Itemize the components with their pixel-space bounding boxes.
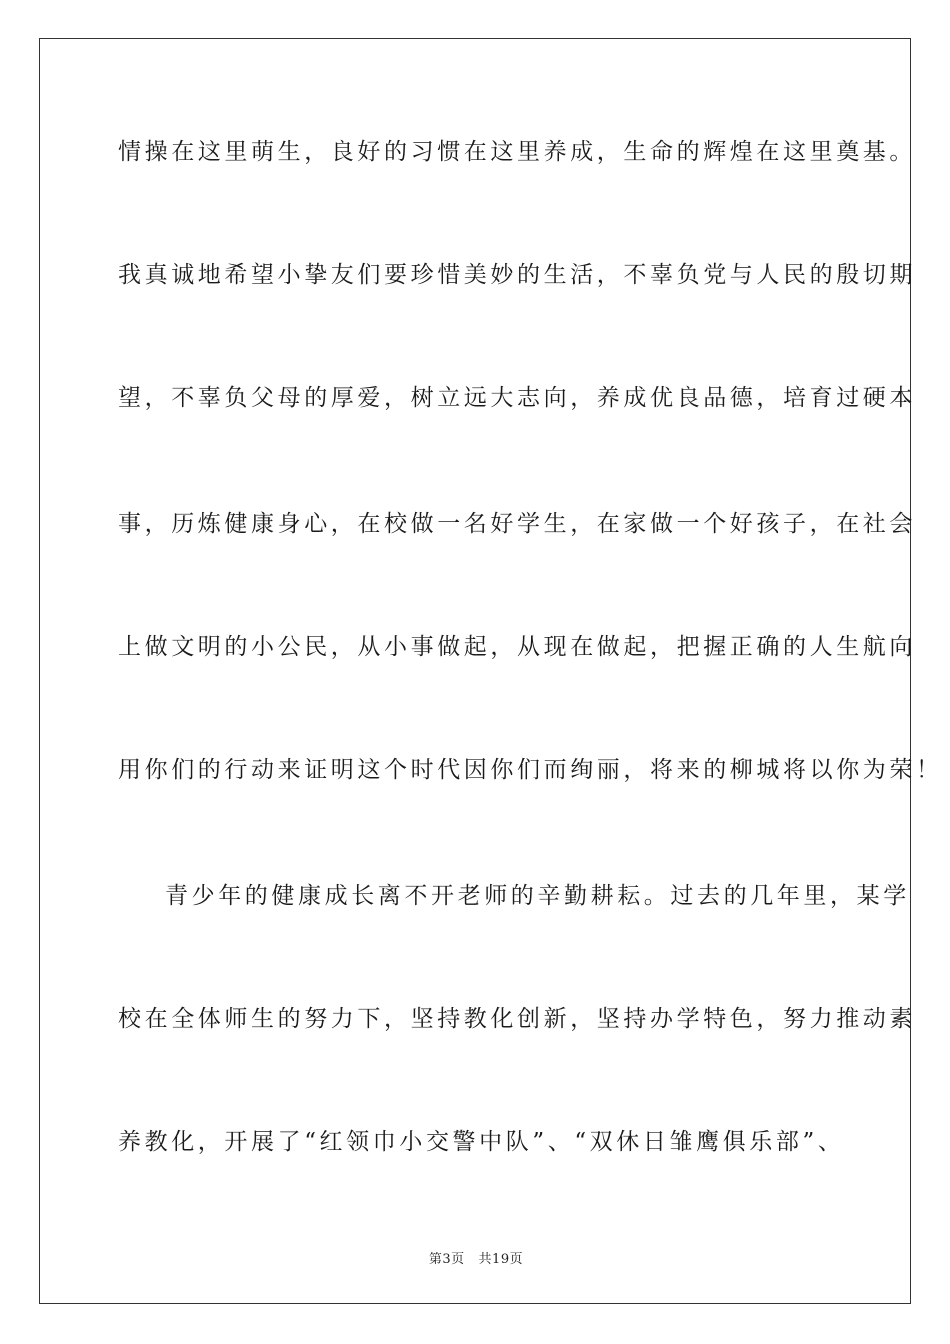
text-line-1: 情操在这里萌生，良好的习惯在这里养成，生命的辉煌在这里奠基。 — [118, 139, 916, 165]
page-border — [39, 38, 943, 1304]
page-number-footer: 第3页 共19页 — [428, 1252, 524, 1267]
text-line-9: 养教化，开展了“红领巾小交警中队”、“双休日雏鹰俱乐部”、 — [118, 1129, 845, 1155]
text-line-5: 上做文明的小公民，从小事做起，从现在做起，把握正确的人生航向 — [118, 634, 916, 660]
text-line-4: 事，历炼健康身心，在校做一名好学生，在家做一个好孩子，在社会 — [118, 511, 916, 537]
text-line-3: 望，不辜负父母的厚爱，树立远大志向，养成优良品德，培育过硬本 — [118, 385, 916, 411]
text-line-7-paragraph-start: 青少年的健康成长离不开老师的辛勤耕耘。过去的几年里，某学 — [165, 883, 910, 909]
text-line-2: 我真诚地希望小挚友们要珍惜美妙的生活，不辜负党与人民的殷切期 — [118, 262, 916, 288]
text-line-8: 校在全体师生的努力下，坚持教化创新，坚持办学特色，努力推动素 — [118, 1006, 916, 1032]
text-line-6: 用你们的行动来证明这个时代因你们而绚丽，将来的柳城将以你为荣！ — [118, 757, 943, 783]
